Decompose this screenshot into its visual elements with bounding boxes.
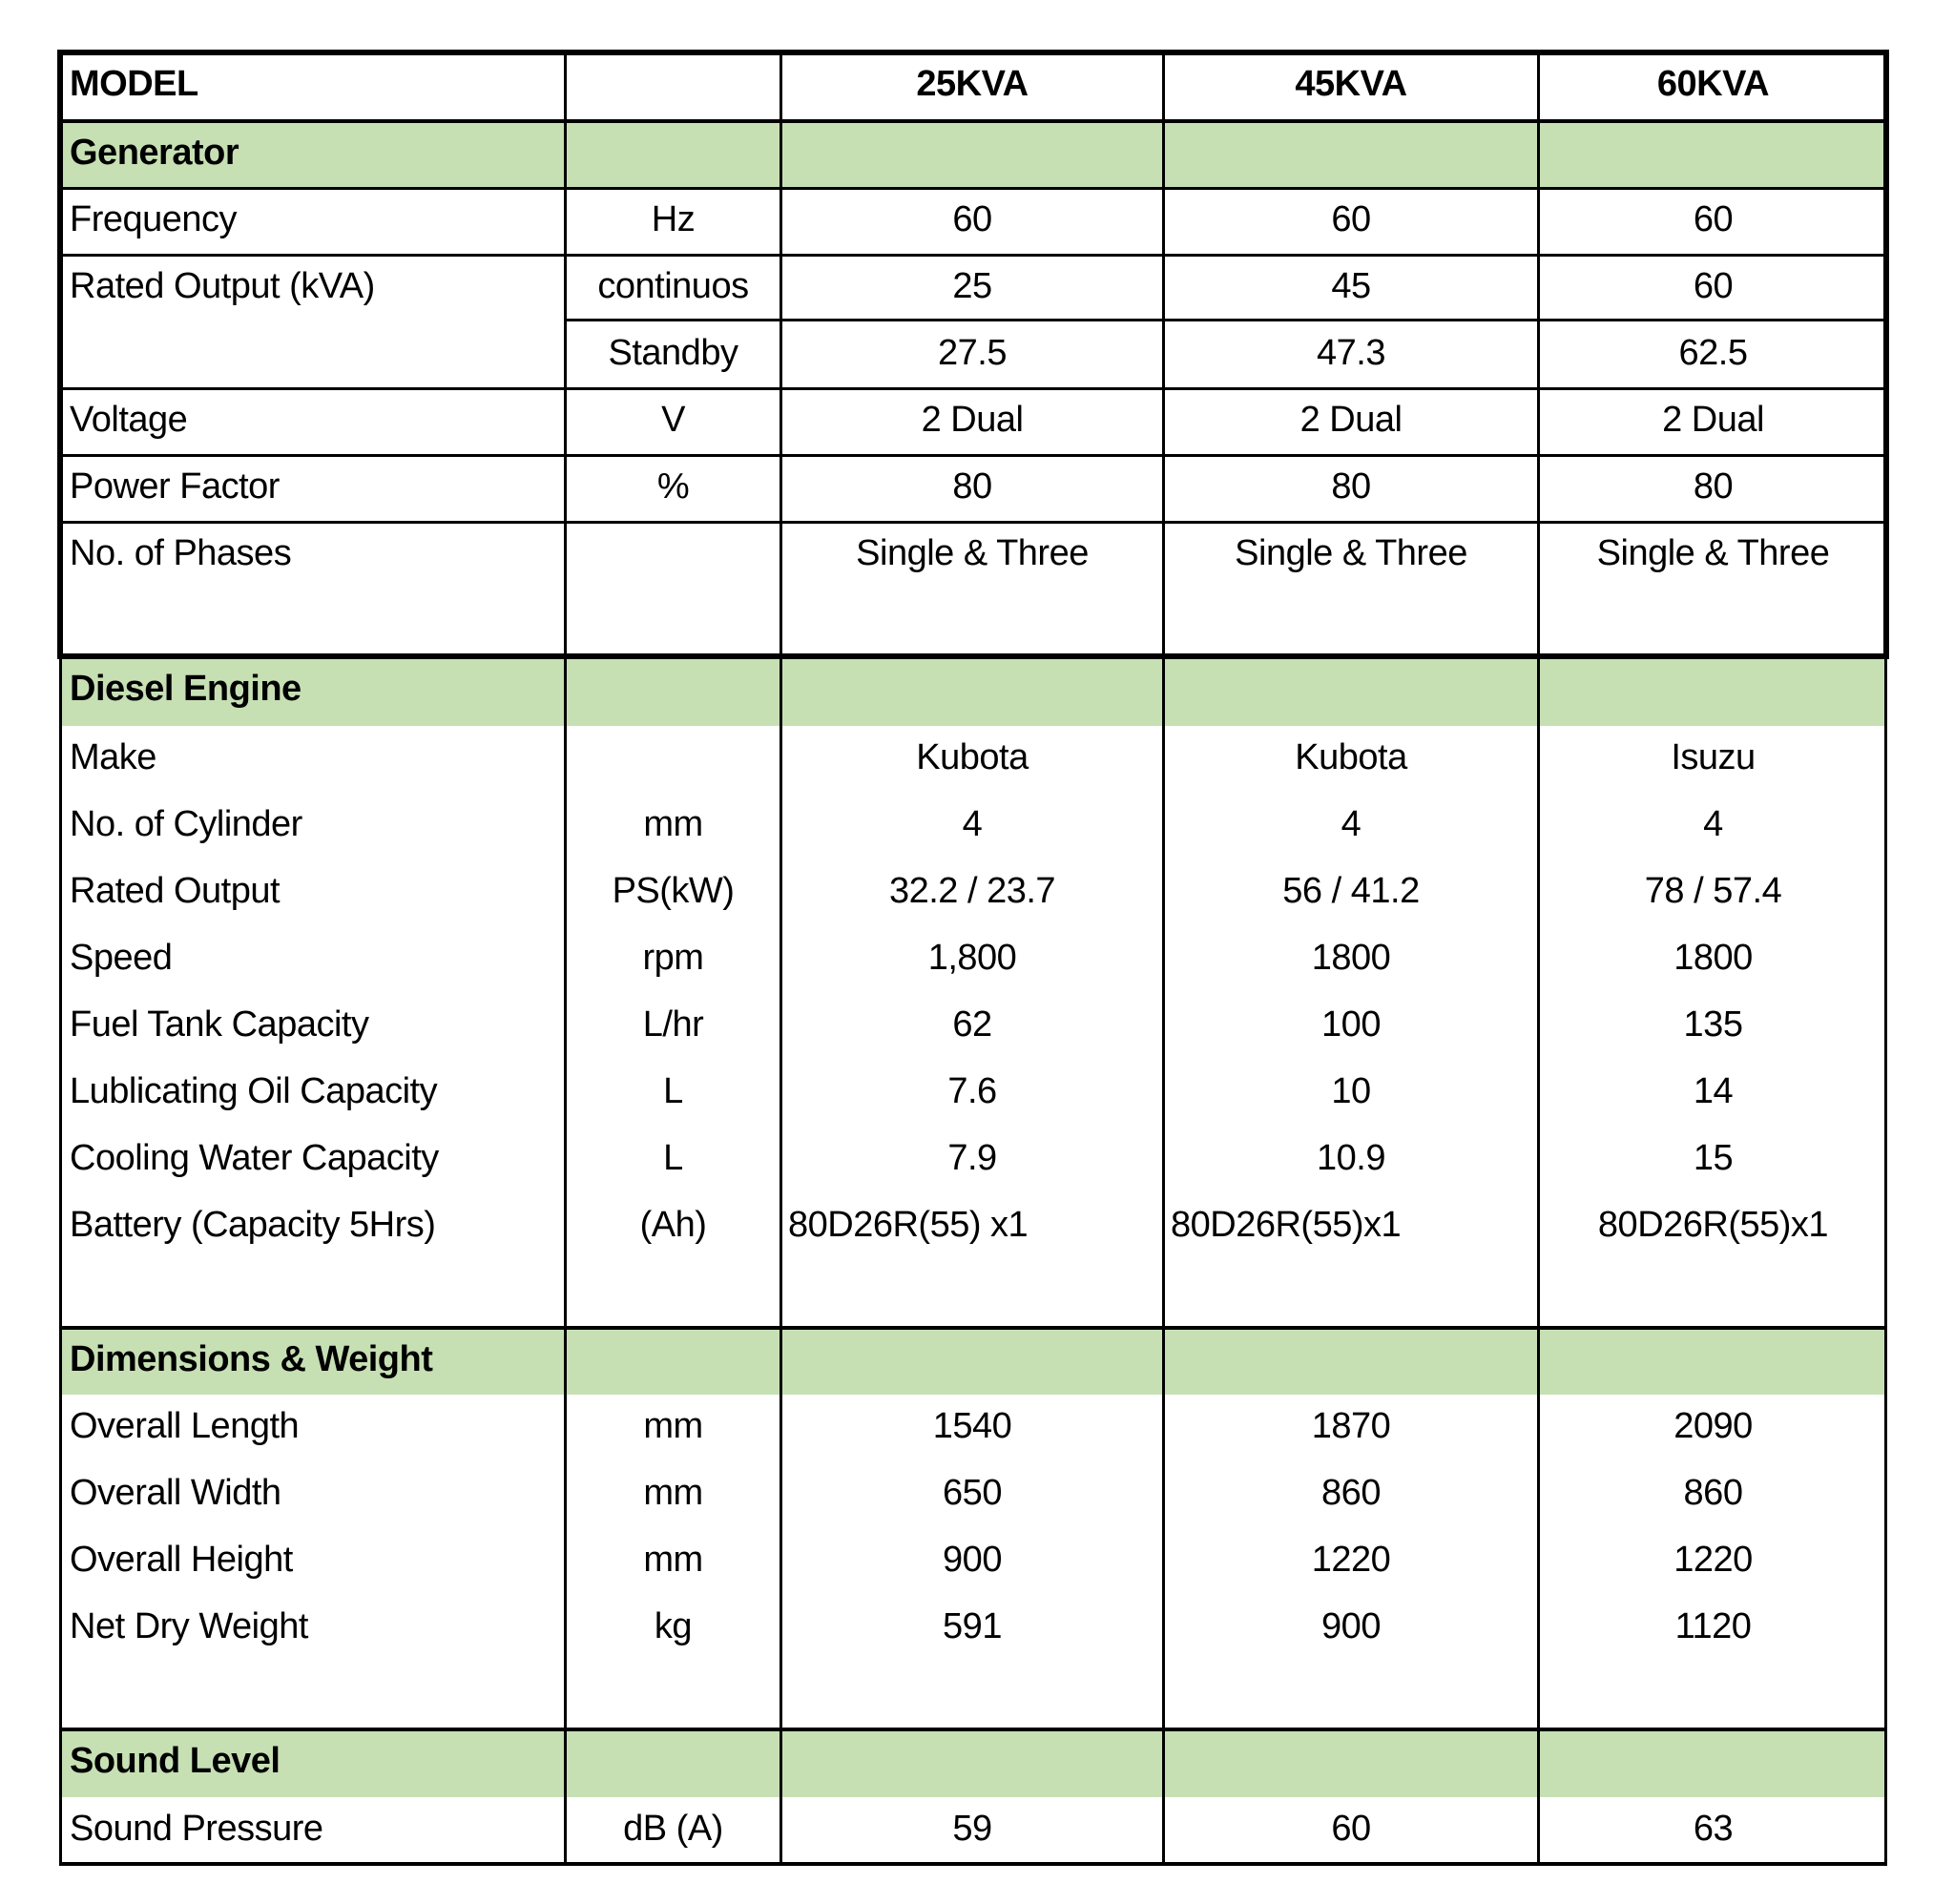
divider	[60, 1326, 1886, 1330]
value-25kva: Single & Three	[780, 522, 1162, 657]
row-label: Overall Width	[70, 1473, 281, 1513]
table-row	[60, 1797, 1886, 1864]
value-45kva: 10.9	[1162, 1127, 1537, 1193]
value-60kva: 78 / 57.4	[1537, 859, 1886, 926]
row-unit: rpm	[564, 926, 780, 993]
row-label: Frequency	[70, 199, 238, 239]
table-row	[60, 388, 1886, 455]
value-45kva: Single & Three	[1162, 522, 1537, 657]
value-45kva: 1870	[1162, 1395, 1537, 1461]
table-row	[60, 926, 1886, 993]
value-60kva: 63	[1537, 1797, 1886, 1864]
value-25kva: 59	[780, 1797, 1162, 1864]
table-row	[60, 993, 1886, 1060]
table-row	[60, 793, 1886, 859]
value-45kva: 1800	[1162, 926, 1537, 993]
header-model-label: MODEL	[70, 64, 198, 104]
row-unit: Standby	[608, 333, 738, 373]
value-60kva: 80D26R(55)x1	[1537, 1193, 1886, 1328]
value-60kva: 80	[1537, 455, 1886, 522]
row-unit	[564, 522, 780, 657]
value-45kva: 1220	[1162, 1528, 1537, 1595]
section-title: Generator	[70, 133, 239, 173]
value-60kva: 15	[1537, 1127, 1886, 1193]
row-label: No. of Cylinder	[70, 804, 302, 844]
row-unit: PS(kW)	[564, 859, 780, 926]
table-row	[60, 1528, 1886, 1595]
row-unit: (Ah)	[564, 1193, 780, 1328]
value-45kva: 80	[1162, 455, 1537, 522]
value-60kva: Isuzu	[1537, 726, 1886, 793]
value-25kva: 80D26R(55) x1	[780, 1193, 1162, 1328]
value-60kva: 60	[1537, 255, 1886, 319]
row-label: Rated Output	[70, 871, 281, 911]
border-bottom	[60, 1862, 1886, 1866]
section-header-sound-level	[60, 1729, 1886, 1797]
value-60kva: 1800	[1537, 926, 1886, 993]
border-left-thick	[57, 50, 63, 659]
row-unit: dB (A)	[564, 1797, 780, 1864]
row-unit: mm	[564, 793, 780, 859]
row-unit: mm	[564, 1528, 780, 1595]
value-60kva: 135	[1537, 993, 1886, 1060]
section-title: Diesel Engine	[70, 669, 301, 709]
value-60kva: 14	[1537, 1060, 1886, 1127]
row-unit: L/hr	[564, 993, 780, 1060]
value-25kva: 1540	[780, 1395, 1162, 1461]
value-25kva: Kubota	[780, 726, 1162, 793]
value-25kva: 7.6	[780, 1060, 1162, 1127]
value-25kva: 1,800	[780, 926, 1162, 993]
table-row	[60, 1461, 1886, 1528]
header-unit	[564, 52, 780, 121]
border-right	[1884, 657, 1887, 1866]
row-unit: continuos	[597, 266, 749, 306]
row-unit: V	[564, 388, 780, 455]
header-model-60kva: 60KVA	[1537, 52, 1886, 121]
value-25kva: 25	[780, 255, 1162, 319]
thick-divider	[60, 653, 1886, 659]
table-header-row	[60, 52, 1886, 121]
row-unit: L	[564, 1127, 780, 1193]
value-25kva: 4	[780, 793, 1162, 859]
table-row	[60, 859, 1886, 926]
value-25kva: 591	[780, 1595, 1162, 1729]
value-25kva: 27.5	[780, 321, 1162, 388]
table-row	[60, 1193, 1886, 1328]
value-60kva: 1120	[1537, 1595, 1886, 1729]
row-unit: mm	[564, 1461, 780, 1528]
value-60kva: 860	[1537, 1461, 1886, 1528]
value-60kva: 2 Dual	[1537, 388, 1886, 455]
row-unit	[564, 726, 780, 793]
value-25kva: 80	[780, 455, 1162, 522]
header-model-45kva: 45KVA	[1162, 52, 1537, 121]
value-60kva: 62.5	[1537, 321, 1886, 388]
table-row	[60, 726, 1886, 793]
table-row	[60, 188, 1886, 255]
divider	[60, 1728, 1886, 1731]
row-label: Overall Length	[70, 1406, 300, 1446]
divider	[60, 254, 1886, 257]
value-60kva: 1220	[1537, 1528, 1886, 1595]
value-45kva: 47.3	[1162, 321, 1537, 388]
row-label: Sound Pressure	[70, 1809, 323, 1849]
table-row	[60, 455, 1886, 522]
row-label: Rated Output (kVA)	[70, 266, 375, 306]
row-label: Make	[70, 737, 156, 777]
section-header-generator	[60, 121, 1886, 188]
border-top	[60, 50, 1886, 55]
section-title: Sound Level	[70, 1741, 281, 1781]
table-row	[60, 1395, 1886, 1461]
value-25kva: 650	[780, 1461, 1162, 1528]
row-unit: L	[564, 1060, 780, 1127]
value-45kva: 900	[1162, 1595, 1537, 1729]
value-25kva: 900	[780, 1528, 1162, 1595]
value-45kva: 45	[1162, 255, 1537, 319]
row-unit: Hz	[564, 188, 780, 255]
value-60kva: 60	[1537, 188, 1886, 255]
row-label: No. of Phases	[70, 533, 292, 573]
divider	[60, 454, 1886, 457]
value-60kva: Single & Three	[1537, 522, 1886, 657]
value-45kva: 56 / 41.2	[1162, 859, 1537, 926]
row-label: Power Factor	[70, 466, 280, 507]
table-row	[60, 255, 1886, 388]
value-60kva: 4	[1537, 793, 1886, 859]
row-label: Voltage	[70, 400, 188, 440]
row-label: Lublicating Oil Capacity	[70, 1071, 438, 1111]
row-label: Fuel Tank Capacity	[70, 1004, 369, 1045]
value-25kva: 7.9	[780, 1127, 1162, 1193]
value-25kva: 62	[780, 993, 1162, 1060]
table-row	[60, 1127, 1886, 1193]
value-45kva: 860	[1162, 1461, 1537, 1528]
row-unit: kg	[564, 1595, 780, 1729]
table-row	[60, 1060, 1886, 1127]
row-label: Battery (Capacity 5Hrs)	[70, 1205, 436, 1245]
table-row	[60, 1595, 1886, 1729]
row-label: Speed	[70, 938, 173, 978]
value-45kva: 100	[1162, 993, 1537, 1060]
section-title: Dimensions & Weight	[70, 1339, 433, 1379]
value-45kva: 4	[1162, 793, 1537, 859]
row-unit: %	[564, 455, 780, 522]
section-header-diesel-engine	[60, 657, 1886, 726]
value-45kva: 60	[1162, 1797, 1537, 1864]
table-row	[60, 522, 1886, 657]
header-model-25kva: 25KVA	[780, 52, 1162, 121]
border-left	[59, 657, 62, 1866]
divider	[60, 119, 1886, 123]
value-45kva: 80D26R(55)x1	[1162, 1193, 1537, 1328]
divider	[60, 387, 1886, 390]
divider	[60, 521, 1886, 524]
border-right-thick	[1883, 50, 1889, 659]
divider	[60, 187, 1886, 190]
value-25kva: 2 Dual	[780, 388, 1162, 455]
section-header-dimensions-weight	[60, 1328, 1886, 1395]
row-label: Net Dry Weight	[70, 1606, 308, 1646]
row-label: Cooling Water Capacity	[70, 1138, 439, 1178]
row-label: Overall Height	[70, 1540, 293, 1580]
value-25kva: 32.2 / 23.7	[780, 859, 1162, 926]
value-45kva: 10	[1162, 1060, 1537, 1127]
value-45kva: 60	[1162, 188, 1537, 255]
value-60kva: 2090	[1537, 1395, 1886, 1461]
value-25kva: 60	[780, 188, 1162, 255]
row-unit: mm	[564, 1395, 780, 1461]
value-45kva: 2 Dual	[1162, 388, 1537, 455]
value-45kva: Kubota	[1162, 726, 1537, 793]
